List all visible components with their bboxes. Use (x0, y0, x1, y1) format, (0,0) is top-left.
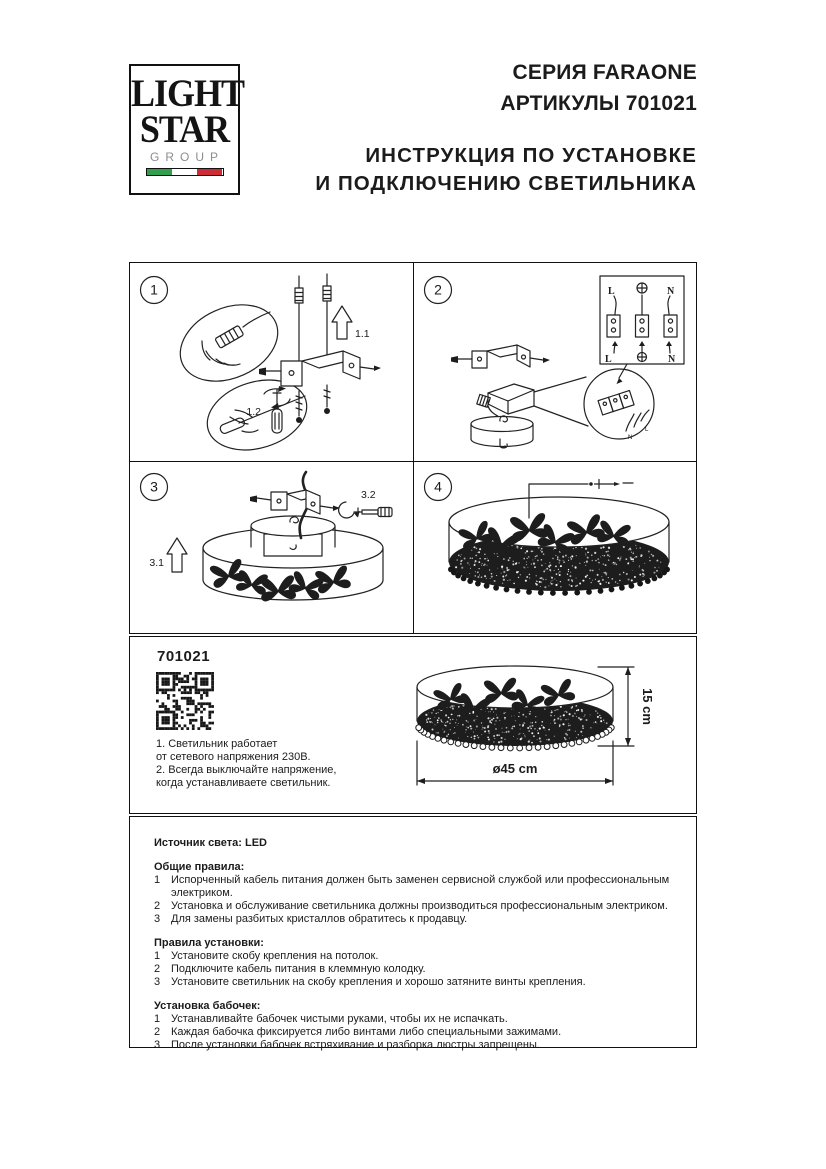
svg-text:2: 2 (434, 281, 442, 298)
svg-text:4: 4 (434, 478, 442, 495)
svg-text:L: L (605, 354, 612, 365)
svg-text:L: L (608, 286, 615, 297)
note-line: 1. Светильник работает (156, 738, 278, 750)
spec-item: 2 Подключите кабель питания в клеммную колодку. (154, 963, 426, 975)
article-number: 701021 (157, 648, 211, 665)
logo-word-star: STAR (139, 107, 230, 151)
wiring-diagram (600, 276, 684, 365)
step-2-panel (413, 263, 696, 461)
installation-steps-grid (129, 262, 697, 634)
product-panel (129, 636, 697, 814)
arrow-up-icon (149, 538, 187, 572)
earth-icon (637, 283, 647, 293)
step-number-badge (141, 474, 168, 501)
svg-text:1.1: 1.1 (355, 328, 370, 340)
svg-text:3.2: 3.2 (361, 489, 376, 501)
bracket-icon (451, 345, 550, 368)
wall-anchors-illustration (295, 274, 331, 361)
svg-text:ø45 cm: ø45 cm (492, 761, 538, 776)
qr-code (156, 672, 214, 730)
step-number-badge (141, 277, 168, 304)
svg-text:1: 1 (150, 281, 158, 298)
step-number-badge (425, 474, 452, 501)
spec-item: 1 Испорченный кабель питания должен быть заменен сервисной службой или профессиональным электриком. (154, 874, 670, 899)
spec-item: 2 Каждая бабочка фиксируется либо винтами либо специальными зажимами. (154, 1026, 562, 1038)
spec-item: 1 Устанавливайте бабочек чистыми руками, чтобы их не испачкать. (154, 1013, 508, 1025)
title-block (315, 57, 697, 198)
earth-icon (638, 353, 647, 362)
step-4-panel (413, 461, 696, 633)
step-2-illustration (414, 263, 695, 459)
spec-item: 3 Установите светильник на скобу крепления и хорошо затяните винты крепления. (154, 976, 586, 988)
safety-notes (156, 738, 336, 790)
note-line: 2. Всегда выключайте напряжение, (156, 764, 337, 776)
spec-section-general (154, 861, 672, 926)
svg-text:1.2: 1.2 (246, 406, 261, 418)
logo-word-light: LIGHT (131, 71, 245, 115)
svg-text:N: N (667, 286, 675, 297)
svg-text:N: N (668, 354, 676, 365)
spec-section-butterflies (154, 1000, 672, 1052)
step-3-illustration (130, 462, 411, 632)
note-line: от сетевого напряжения 230В. (156, 751, 311, 763)
section-title: Установка бабочек: (154, 1000, 261, 1012)
screwdriver-icon (246, 386, 290, 433)
spec-item: 3 После установки бабочек встряхивание и разборка люстры запрещены. (154, 1039, 540, 1051)
note-line: когда устанавливаете светильник. (156, 777, 331, 789)
spec-item: 2 Установка и обслуживание светильника должны производиться профессиональным электриком. (154, 900, 668, 912)
svg-text:15 cm: 15 cm (640, 688, 655, 725)
section-title: Общие правила: (154, 861, 245, 873)
step-1-panel (130, 263, 413, 461)
step-4-illustration (414, 462, 695, 632)
specifications-panel (129, 816, 697, 1051)
logo-word-group: GROUP (149, 150, 224, 164)
canopy-on-drum-illustration (251, 516, 335, 556)
svg-text:3.1: 3.1 (149, 557, 164, 569)
section-title: Правила установки: (154, 937, 264, 949)
spec-section-installation (154, 937, 672, 989)
series-title: СЕРИЯ FARAONE (512, 61, 697, 84)
magnifier-callout-illustration (534, 364, 654, 441)
arrow-up-icon (332, 306, 370, 340)
light-source: Источник света: LED (154, 837, 267, 849)
canopy-base-illustration (471, 416, 533, 448)
diameter-dimension (417, 741, 613, 785)
spec-item: 3 Для замены разбитых кристаллов обратитесь к продавцу. (154, 913, 468, 925)
product-dimension-drawing (398, 645, 696, 805)
lightstar-logo (129, 64, 245, 195)
spec-item: 1 Установите скобу крепления на потолок. (154, 950, 379, 962)
instruction-title-line1: ИНСТРУКЦИЯ ПО УСТАНОВКЕ (365, 144, 697, 167)
italian-flag-icon (146, 168, 224, 176)
instruction-title-line2: И ПОДКЛЮЧЕНИЮ СВЕТИЛЬНИКА (315, 172, 697, 195)
screwdriver-icon (339, 489, 392, 518)
step-3-panel (130, 461, 413, 633)
svg-text:N: N (628, 435, 633, 441)
step-number-badge (425, 277, 452, 304)
svg-text:L: L (645, 427, 649, 433)
screws-illustration (296, 385, 330, 423)
svg-text:3: 3 (150, 478, 158, 495)
article-title: АРТИКУЛЫ 701021 (500, 92, 697, 115)
step-1-illustration (130, 263, 411, 459)
